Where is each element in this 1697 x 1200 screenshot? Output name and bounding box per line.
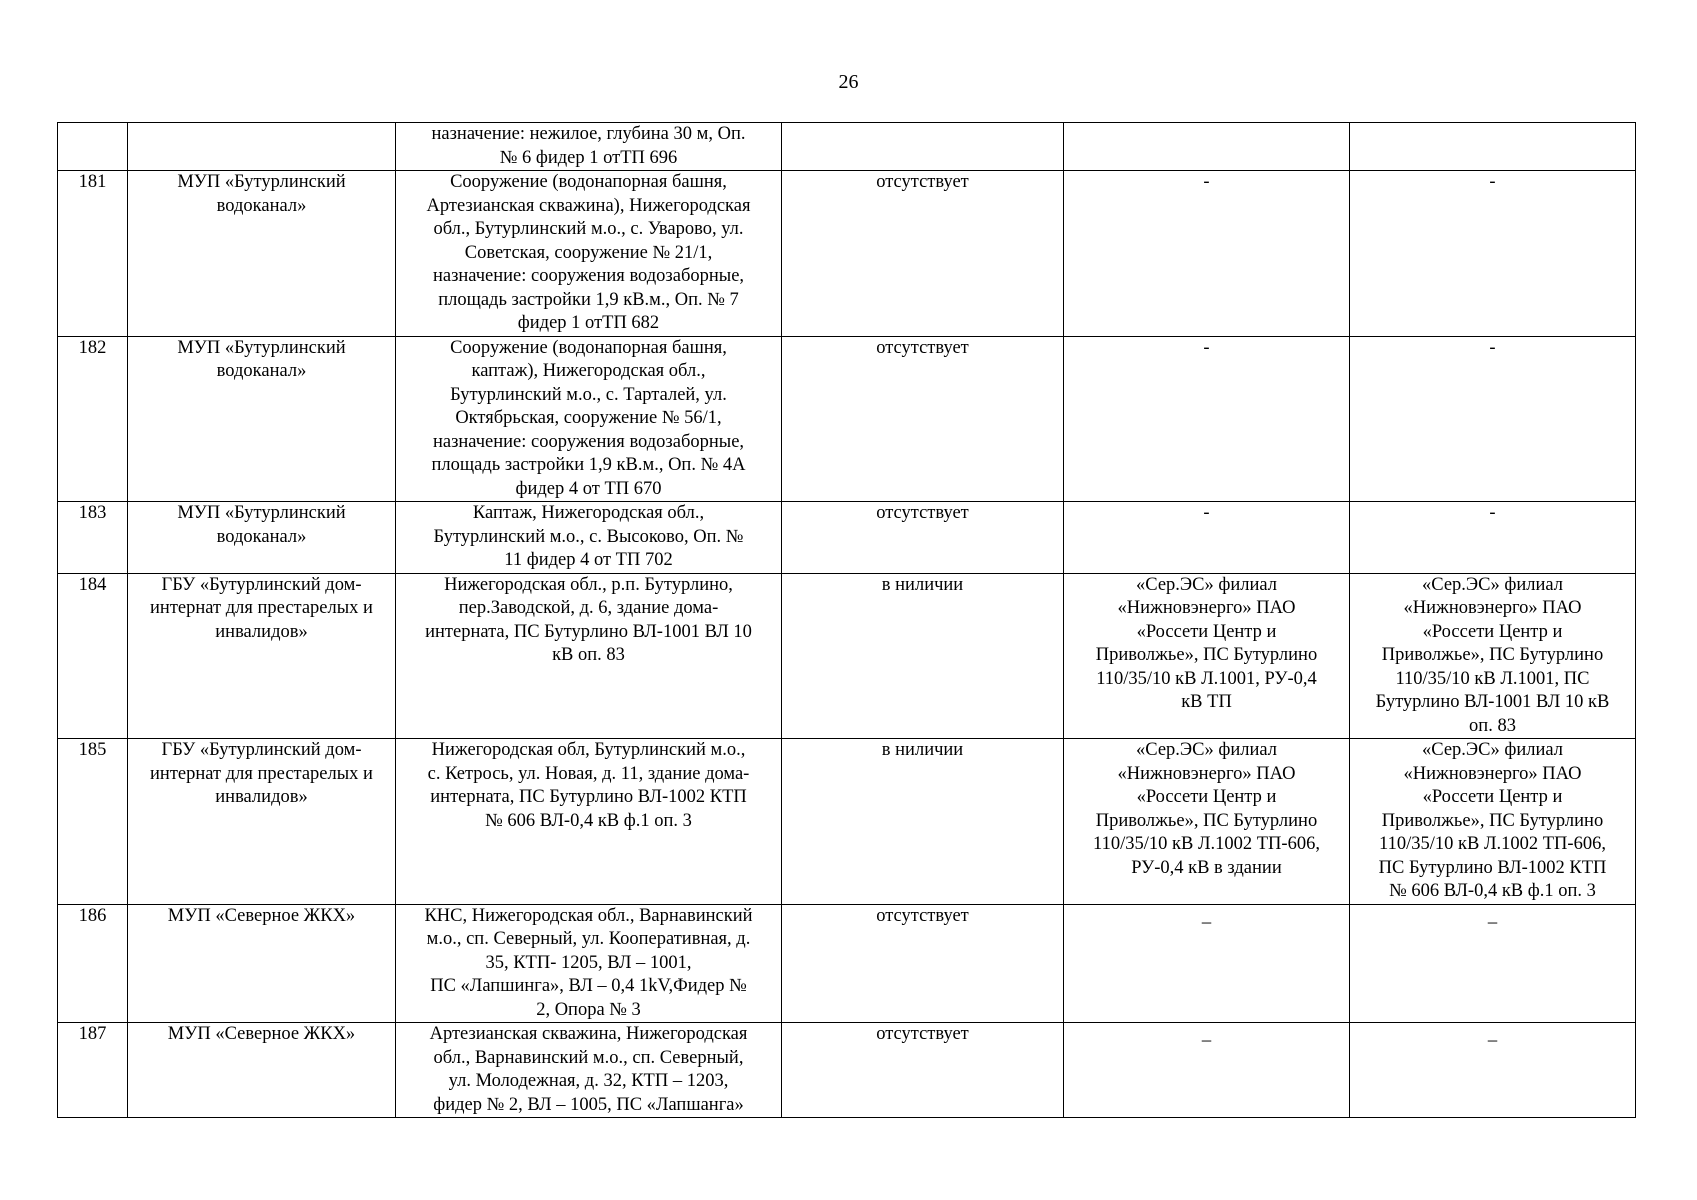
organization-cell (128, 123, 396, 171)
document-table (57, 122, 1636, 1118)
row-number-cell: 185 (58, 739, 128, 905)
organization-cell: МУП «Бутурлинский водоканал» (128, 171, 396, 337)
backup-supply-cell: _ (1350, 904, 1636, 1023)
row-number-cell: 186 (58, 904, 128, 1023)
supply-source-cell: _ (1064, 904, 1350, 1023)
object-cell: Сооружение (водонапорная башня, каптаж), Нижегородская обл., Бутурлинский м.о., с. Тарталей, ул. Октябрьская, сооружение № 56/1, назначение: сооружения водозаборные, площадь застройки 1,9 кВ.м., Оп. № 4А фидер 4 от ТП 670 (396, 336, 782, 502)
object-cell: Каптаж, Нижегородская обл., Бутурлинский м.о., с. Высоково, Оп. № 11 фидер 4 от ТП 702 (396, 502, 782, 574)
status-cell: отсутствует (782, 1023, 1064, 1118)
row-number-cell (58, 123, 128, 171)
backup-supply-cell: «Сер.ЭС» филиал «Нижновэнерго» ПАО «Россети Центр и Приволжье», ПС Бутурлино 110/35/10 кВ Л.1001, ПС Бутурлино ВЛ-1001 ВЛ 10 кВ оп. 83 (1350, 573, 1636, 739)
page-number: 26 (838, 71, 859, 93)
row-number-cell: 187 (58, 1023, 128, 1118)
table-row (58, 1023, 1636, 1118)
status-cell: отсутствует (782, 171, 1064, 337)
organization-cell: ГБУ «Бутурлинский дом- интернат для престарелых и инвалидов» (128, 573, 396, 739)
table-row (58, 573, 1636, 739)
row-number-cell: 184 (58, 573, 128, 739)
backup-supply-cell (1350, 123, 1636, 171)
supply-source-cell: «Сер.ЭС» филиал «Нижновэнерго» ПАО «Россети Центр и Приволжье», ПС Бутурлино 110/35/10 кВ Л.1001, РУ-0,4 кВ ТП (1064, 573, 1350, 739)
organization-cell: МУП «Бутурлинский водоканал» (128, 336, 396, 502)
object-cell: Нижегородская обл., р.п. Бутурлино, пер.Заводской, д. 6, здание дома- интерната, ПС Бутурлино ВЛ-1001 ВЛ 10 кВ оп. 83 (396, 573, 782, 739)
backup-supply-cell: - (1350, 336, 1636, 502)
supply-source-cell: _ (1064, 1023, 1350, 1118)
status-cell: отсутствует (782, 904, 1064, 1023)
supply-source-cell (1064, 123, 1350, 171)
table-row (58, 123, 1636, 171)
object-cell: Нижегородская обл, Бутурлинский м.о., с. Кетрось, ул. Новая, д. 11, здание дома- интерната, ПС Бутурлино ВЛ-1002 КТП № 606 ВЛ-0,4 кВ ф.1 оп. 3 (396, 739, 782, 905)
supply-source-cell: - (1064, 336, 1350, 502)
backup-supply-cell: - (1350, 502, 1636, 574)
organization-cell: МУП «Бутурлинский водоканал» (128, 502, 396, 574)
table-row (58, 336, 1636, 502)
supply-source-cell: - (1064, 171, 1350, 337)
table-row (58, 739, 1636, 905)
table-row (58, 502, 1636, 574)
supply-source-cell: - (1064, 502, 1350, 574)
row-number-cell: 181 (58, 171, 128, 337)
organization-cell: ГБУ «Бутурлинский дом- интернат для престарелых и инвалидов» (128, 739, 396, 905)
object-cell: КНС, Нижегородская обл., Варнавинский м.о., сп. Северный, ул. Кооперативная, д. 35, КТП- 1205, ВЛ – 1001, ПС «Лапшинга», ВЛ – 0,4 1kV,Фидер № 2, Опора № 3 (396, 904, 782, 1023)
backup-supply-cell: _ (1350, 1023, 1636, 1118)
status-cell: в ниличии (782, 573, 1064, 739)
supply-source-cell: «Сер.ЭС» филиал «Нижновэнерго» ПАО «Россети Центр и Приволжье», ПС Бутурлино 110/35/10 кВ Л.1002 ТП-606, РУ-0,4 кВ в здании (1064, 739, 1350, 905)
row-number-cell: 182 (58, 336, 128, 502)
table-row (58, 171, 1636, 337)
status-cell: отсутствует (782, 336, 1064, 502)
object-cell: Сооружение (водонапорная башня, Артезианская скважина), Нижегородская обл., Бутурлинский м.о., с. Уварово, ул. Советская, сооружение № 21/1, назначение: сооружения водозаборные, площадь застройки 1,9 кВ.м., Оп. № 7 фидер 1 отТП 682 (396, 171, 782, 337)
organization-cell: МУП «Северное ЖКХ» (128, 1023, 396, 1118)
backup-supply-cell: - (1350, 171, 1636, 337)
table-row (58, 904, 1636, 1023)
status-cell: отсутствует (782, 502, 1064, 574)
organization-cell: МУП «Северное ЖКХ» (128, 904, 396, 1023)
backup-supply-cell: «Сер.ЭС» филиал «Нижновэнерго» ПАО «Россети Центр и Приволжье», ПС Бутурлино 110/35/10 кВ Л.1002 ТП-606, ПС Бутурлино ВЛ-1002 КТП № 606 ВЛ-0,4 кВ ф.1 оп. 3 (1350, 739, 1636, 905)
object-cell: назначение: нежилое, глубина 30 м, Оп. № 6 фидер 1 отТП 696 (396, 123, 782, 171)
object-cell: Артезианская скважина, Нижегородская обл., Варнавинский м.о., сп. Северный, ул. Молодежная, д. 32, КТП – 1203, фидер № 2, ВЛ – 1005, ПС «Лапшанга» (396, 1023, 782, 1118)
status-cell (782, 123, 1064, 171)
row-number-cell: 183 (58, 502, 128, 574)
status-cell: в ниличии (782, 739, 1064, 905)
